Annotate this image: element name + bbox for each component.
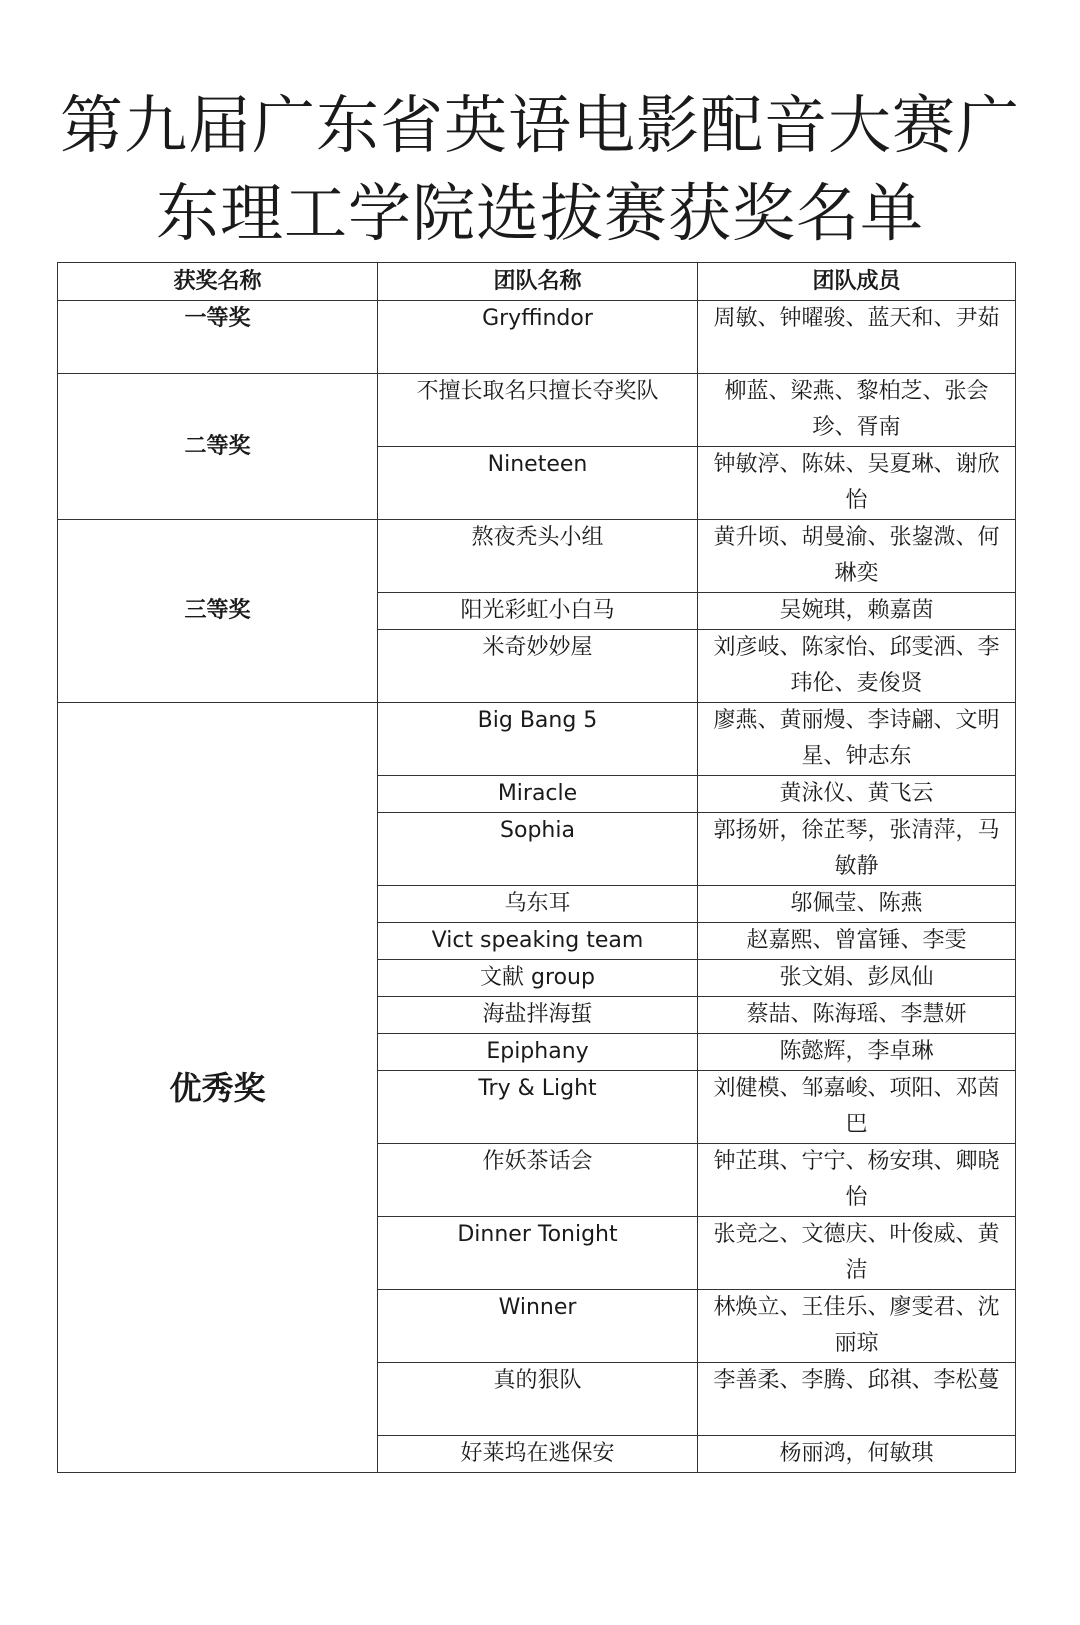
team-members: 郭扬妍，徐芷琴，张清萍，马敏静 bbox=[698, 813, 1016, 886]
team-name: Nineteen bbox=[378, 447, 698, 520]
table-row bbox=[58, 520, 1016, 593]
team-name: 阳光彩虹小白马 bbox=[378, 593, 698, 630]
team-name: Dinner Tonight bbox=[378, 1217, 698, 1290]
team-name: 文献 group bbox=[378, 960, 698, 997]
header-team-members: 团队成员 bbox=[698, 263, 1016, 301]
team-members: 张文娟、彭凤仙 bbox=[698, 960, 1016, 997]
awards-table bbox=[57, 262, 1016, 1473]
team-name: Try & Light bbox=[378, 1071, 698, 1144]
team-name: Winner bbox=[378, 1290, 698, 1363]
team-members: 吴婉琪，赖嘉茵 bbox=[698, 593, 1016, 630]
team-members: 杨丽鸿，何敏琪 bbox=[698, 1436, 1016, 1473]
team-members: 邬佩莹、陈燕 bbox=[698, 886, 1016, 923]
award-second-prize: 二等奖 bbox=[58, 374, 378, 520]
team-name: Epiphany bbox=[378, 1034, 698, 1071]
table-header-row bbox=[58, 263, 1016, 301]
team-name: 米奇妙妙屋 bbox=[378, 630, 698, 703]
team-name: 熬夜秃头小组 bbox=[378, 520, 698, 593]
team-members: 黄升顷、胡曼渝、张鋆溦、何琳奕 bbox=[698, 520, 1016, 593]
team-name: Miracle bbox=[378, 776, 698, 813]
team-name: 不擅长取名只擅长夺奖队 bbox=[378, 374, 698, 447]
award-excellence-prize: 优秀奖 bbox=[58, 703, 378, 1473]
team-members: 黄泳仪、黄飞云 bbox=[698, 776, 1016, 813]
team-members: 柳蓝、梁燕、黎柏芝、张会珍、胥南 bbox=[698, 374, 1016, 447]
team-name: 海盐拌海蜇 bbox=[378, 997, 698, 1034]
team-name: Big Bang 5 bbox=[378, 703, 698, 776]
team-members: 钟芷琪、宁宁、杨安琪、卿晓怡 bbox=[698, 1144, 1016, 1217]
team-members: 廖燕、黄丽熳、李诗翩、文明星、钟志东 bbox=[698, 703, 1016, 776]
team-name: 乌东耳 bbox=[378, 886, 698, 923]
team-members: 张竞之、文德庆、叶俊威、黄洁 bbox=[698, 1217, 1016, 1290]
team-members: 陈懿辉，李卓琳 bbox=[698, 1034, 1016, 1071]
team-name: 好莱坞在逃保安 bbox=[378, 1436, 698, 1473]
team-members: 赵嘉熙、曾富锤、李雯 bbox=[698, 923, 1016, 960]
team-members: 林焕立、王佳乐、廖雯君、沈丽琼 bbox=[698, 1290, 1016, 1363]
team-name: 作妖茶话会 bbox=[378, 1144, 698, 1217]
team-name: Gryffindor bbox=[378, 301, 698, 374]
title-line-2: 东理工学院选拔赛获奖名单 bbox=[156, 177, 924, 250]
team-name: 真的狠队 bbox=[378, 1363, 698, 1436]
team-name: Sophia bbox=[378, 813, 698, 886]
team-members: 钟敏渟、陈妹、吴夏琳、谢欣怡 bbox=[698, 447, 1016, 520]
team-members: 刘彦岐、陈家怡、邱雯洒、李玮伦、麦俊贤 bbox=[698, 630, 1016, 703]
team-members: 李善柔、李腾、邱祺、李松蔓 bbox=[698, 1363, 1016, 1436]
document-title bbox=[0, 82, 1080, 258]
team-name: Vict speaking team bbox=[378, 923, 698, 960]
header-team-name: 团队名称 bbox=[378, 263, 698, 301]
team-members: 蔡喆、陈海瑶、李慧妍 bbox=[698, 997, 1016, 1034]
title-line-1: 第九届广东省英语电影配音大赛广 bbox=[60, 89, 1020, 162]
table-row bbox=[58, 703, 1016, 776]
table-row bbox=[58, 301, 1016, 374]
table-row bbox=[58, 374, 1016, 447]
header-award-name: 获奖名称 bbox=[58, 263, 378, 301]
award-first-prize: 一等奖 bbox=[58, 301, 378, 374]
team-members: 刘健模、邹嘉峻、项阳、邓茵巴 bbox=[698, 1071, 1016, 1144]
team-members: 周敏、钟曜骏、蓝天和、尹茹 bbox=[698, 301, 1016, 374]
award-third-prize: 三等奖 bbox=[58, 520, 378, 703]
